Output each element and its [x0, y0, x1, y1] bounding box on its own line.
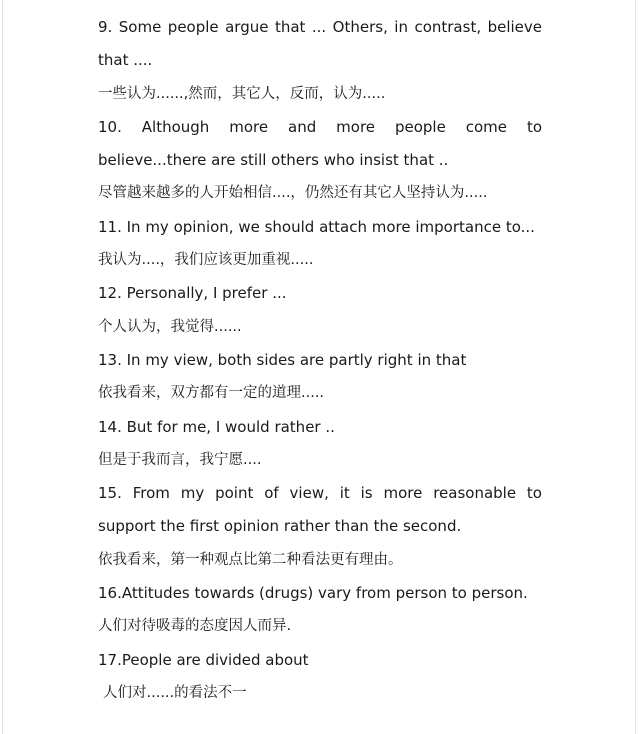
text-line-en: support the first opinion rather than the second. [98, 517, 462, 536]
text-line-en: 13. In my view, both sides are partly right in that [98, 350, 467, 369]
text-line-zh: 个人认为，我觉得...... [98, 318, 242, 335]
text-line-zh: 依我看来，双方都有一定的道理..... [98, 385, 325, 402]
text-line-zh: 尽管越来越多的人开始相信....，仍然还有其它人坚持认为..... [98, 185, 488, 202]
text-line-zh: 依我看来，第一种观点比第二种看法更有理由。 [98, 551, 403, 568]
text-line-zh: 但是于我而言，我宁愿.... [98, 451, 262, 468]
text-line-en: 15. From my point of view, it is more reasonable to [98, 484, 542, 503]
text-line-en: believe...there are still others who insist that .. [98, 151, 449, 170]
text-line-zh: 人们对......的看法不一 [103, 684, 247, 701]
text-line-en: 11. In my opinion, we should attach more importance to... [98, 217, 535, 236]
text-line-zh: 我认为....，我们应该更加重视..... [98, 252, 314, 269]
text-line-en: 9. Some people argue that ... Others, in contrast, believe [98, 18, 542, 36]
text-line-en: 16.Attitudes towards (drugs) vary from person to person. [98, 584, 528, 603]
text-line-en: 14. But for me, I would rather .. [98, 417, 335, 436]
text-line-en: 10. Although more and more people come to [98, 117, 542, 136]
text-line-en: 12. Personally, I prefer ... [98, 284, 287, 303]
text-line-zh: 人们对待吸毒的态度因人而异. [98, 618, 292, 635]
document-page [2, 0, 636, 734]
document-body [98, 11, 542, 710]
text-line-en: 17.People are divided about [98, 650, 309, 669]
text-line-zh: 一些认为......,然而，其它人，反而，认为..... [98, 85, 386, 102]
text-line-en: that .... [98, 51, 153, 70]
